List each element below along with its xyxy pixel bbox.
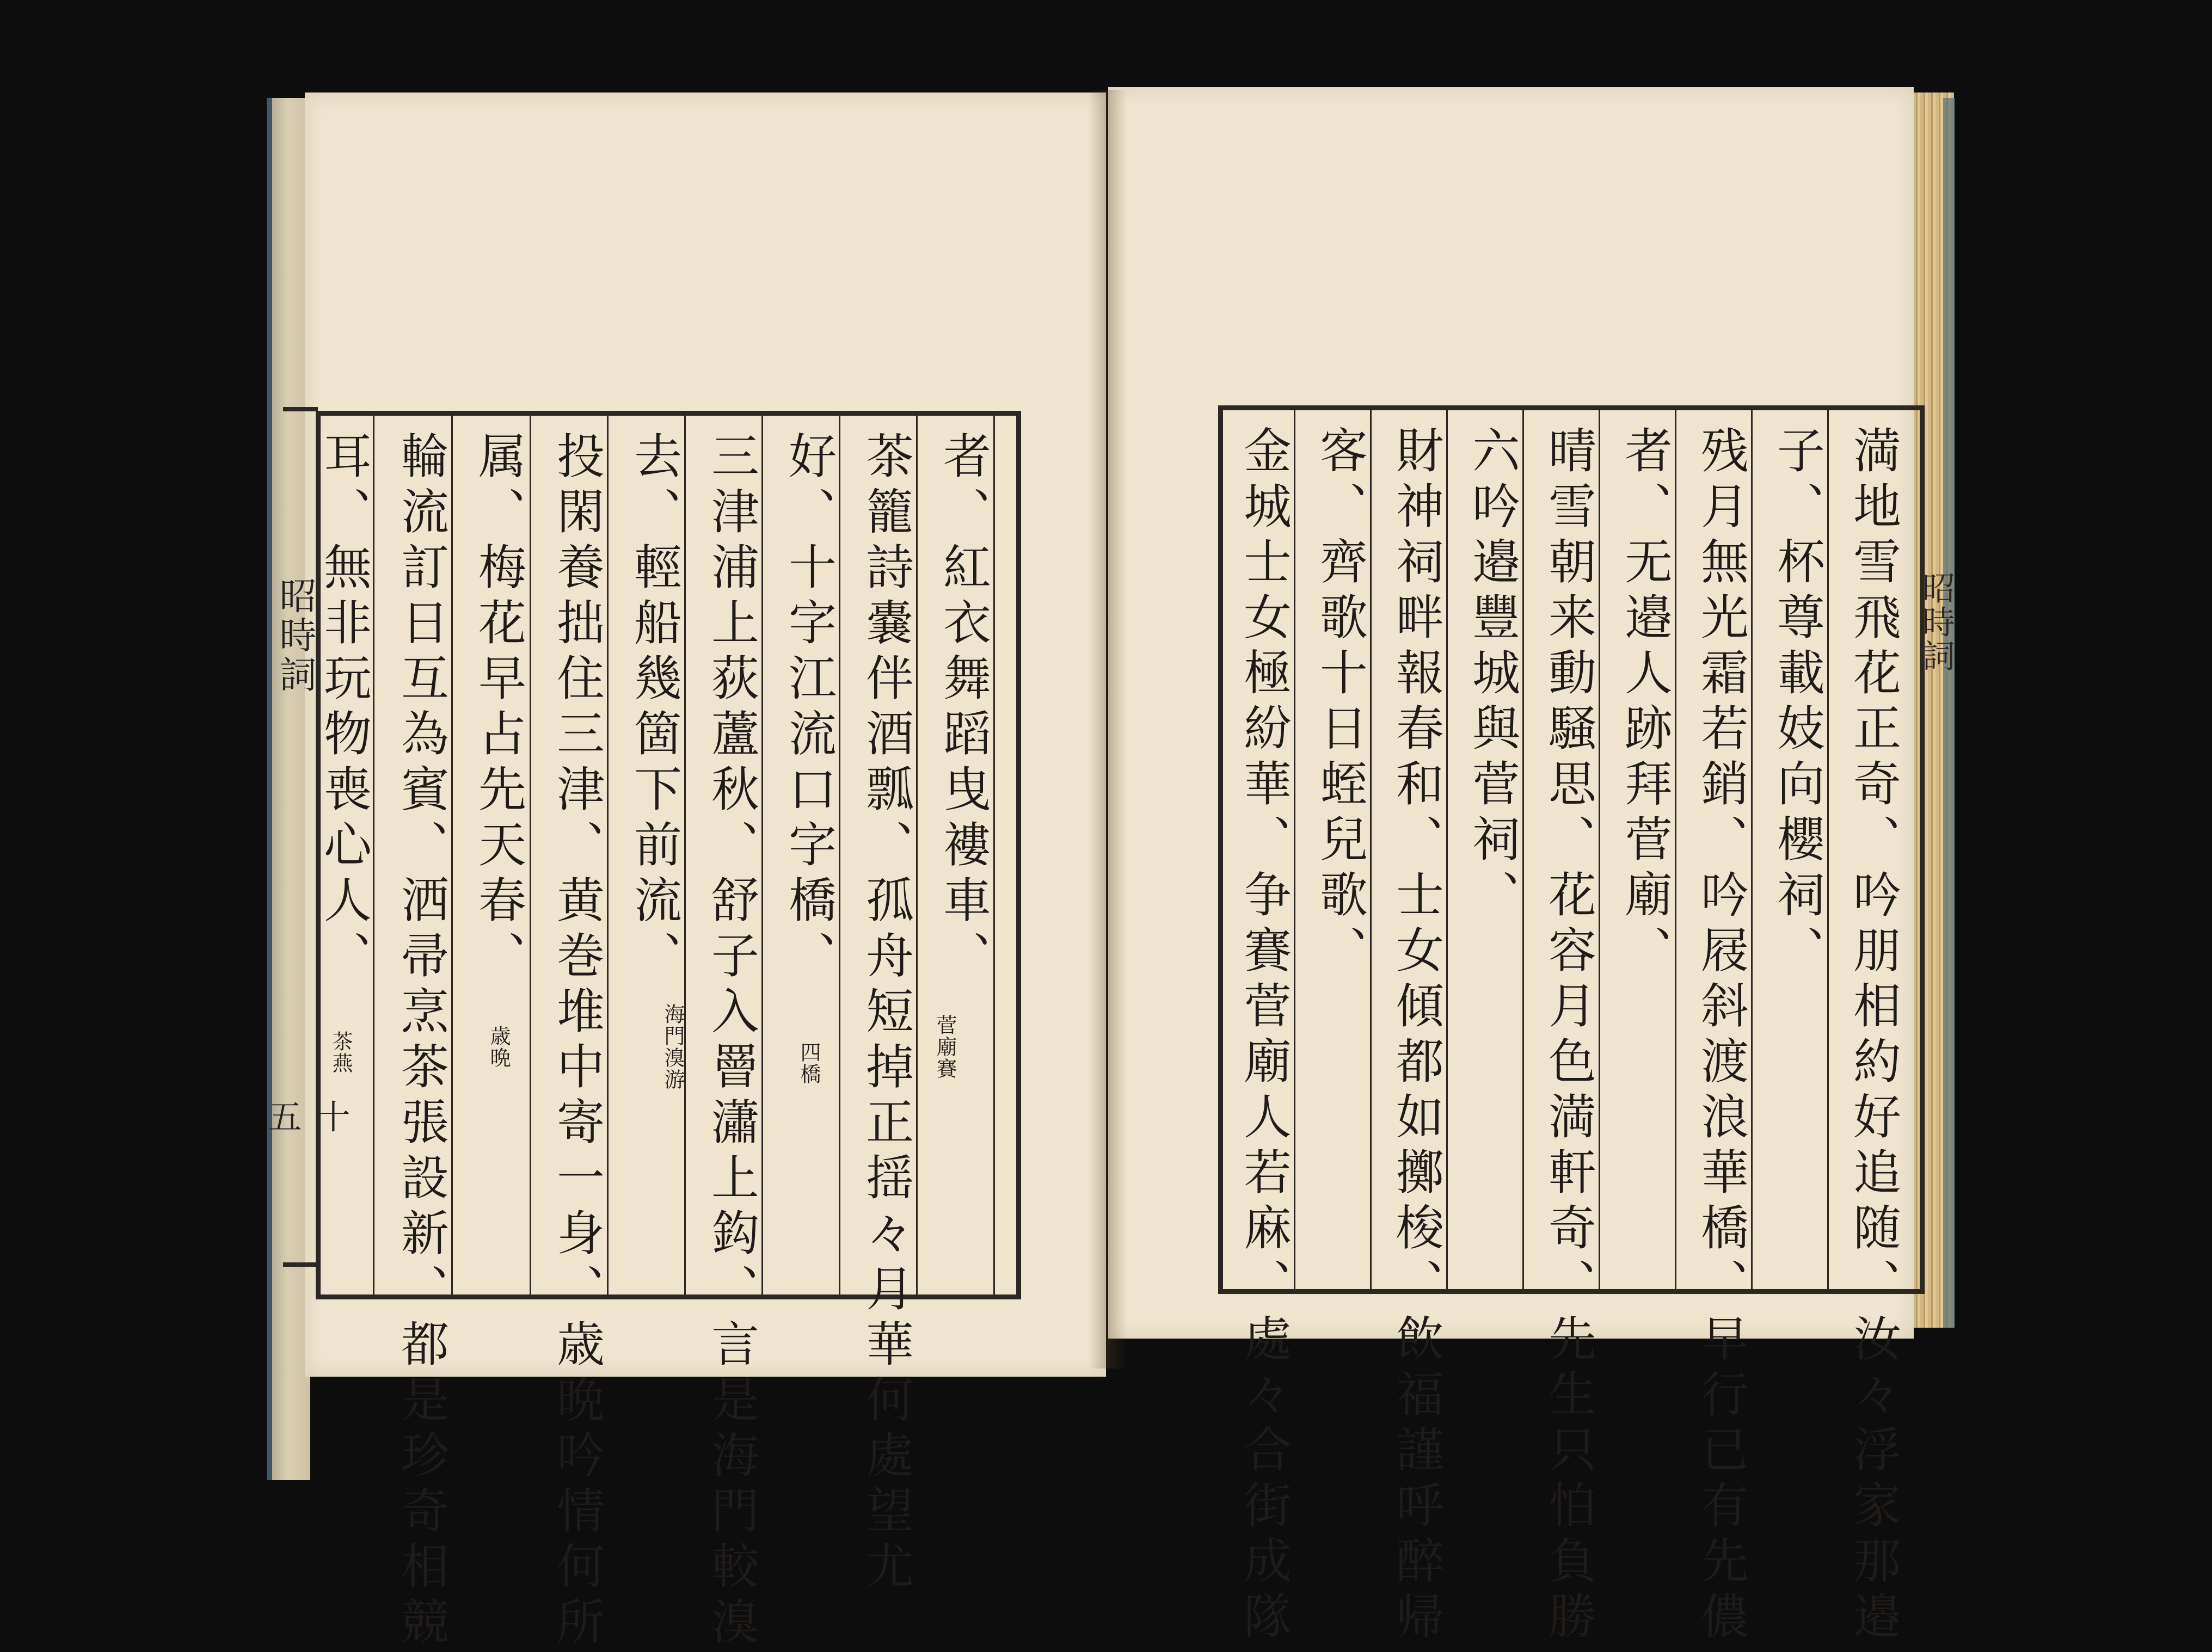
right-cover-edge <box>1943 98 1955 1328</box>
text-column: 三津浦上荻蘆秋、舒子入罾瀟上鈎、言是海門較溴 <box>704 431 760 1652</box>
text-column: 属、梅花早占先天春、 <box>471 431 527 986</box>
text-column: 残月無光霜若銷、吟屐斜渡浪華橋、早行已有先儂 <box>1693 426 1749 1647</box>
annotation-note: 歳晩 <box>487 1025 511 1069</box>
text-column: 満地雪飛花正奇、吟朋相約好追随、汝々浮家那邉 <box>1846 426 1902 1647</box>
text-column: 投閑養拙住三津、黄巻堆中寄一身、歳晩吟情何所 <box>549 431 605 1652</box>
annotation-note: 茶燕 <box>329 1031 353 1074</box>
text-column: 者、无邉人跡拜菅廟、 <box>1617 426 1673 981</box>
right-text-frame <box>1218 405 1925 1647</box>
text-column: 去、輕船幾箇下前流、 <box>626 431 683 986</box>
page-number: 十五 <box>262 1099 351 1133</box>
text-column: 晴雪朝来動騒思、花容月色満軒奇、先生只怕負勝 <box>1541 426 1597 1647</box>
annotation-note: 海門溴游 <box>661 1003 685 1090</box>
text-column: 茶籠詩嚢伴酒瓢、孤舟短掉正揺々月華何處望尤 <box>858 431 914 1596</box>
text-column: 者、紅衣舞蹈曳褸車、 <box>936 431 992 986</box>
text-column: 耳、無非玩物喪心人、 <box>316 431 372 986</box>
text-column: 子、杯尊載妓向櫻祠、 <box>1769 426 1826 981</box>
text-column: 財神祠畔報春和、士女傾都如擲梭、飲福謹呼醉帰 <box>1388 426 1445 1647</box>
book-gutter <box>1089 90 1127 1369</box>
right-running-title: 昭時詞 <box>1917 571 1955 673</box>
annotation-note: 四橋 <box>797 1041 821 1085</box>
text-column: 六吟邉豐城與菅祠、 <box>1465 426 1521 925</box>
text-column: 金城士女極紛華、争賽菅廟人若麻、處々合街成隊 <box>1236 426 1292 1647</box>
annotation-note: 菅廟賽 <box>933 1014 957 1080</box>
left-running-title: 昭時詞 <box>273 577 316 694</box>
text-column: 客、齊歌十日蛭兒歌、 <box>1312 426 1368 981</box>
fold-mark-top <box>283 407 318 411</box>
text-column: 輪流訂日互為賓、洒帚烹茶張設新、都是珍奇相競 <box>394 431 450 1652</box>
text-column: 好、十字江流口字橋、 <box>781 431 837 986</box>
